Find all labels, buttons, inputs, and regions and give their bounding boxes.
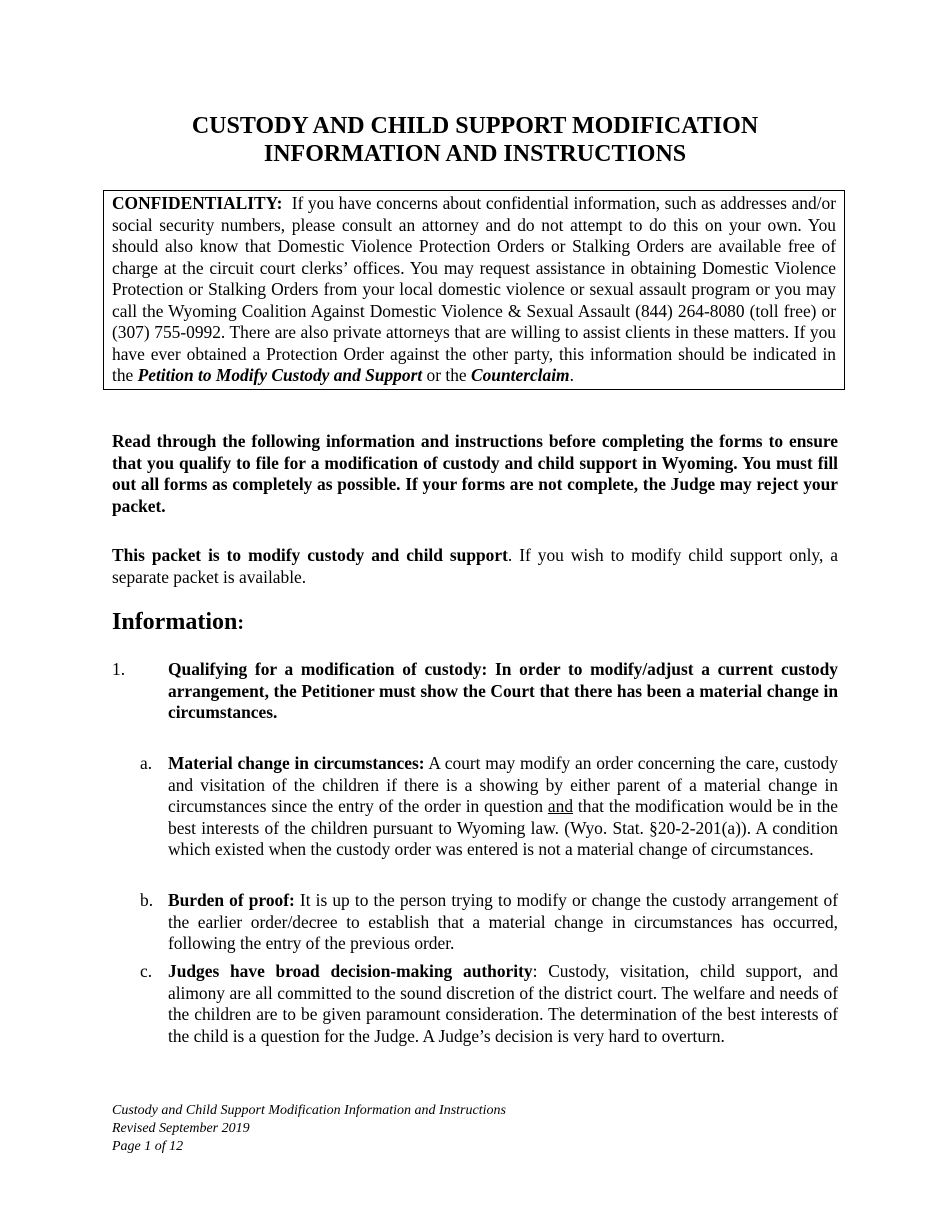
footer-revision: Revised September 2019: [112, 1121, 250, 1136]
subitem-c-letter: c.: [140, 961, 153, 981]
read-instructions: Read through the following information and instructions before completing the forms to ensure that you qualify to file for a modification of custody and child support in Wyoming. You must fill out all forms as completely as possible. If your forms are not complete, the Judge may reject your packet.: [112, 431, 838, 516]
subitem-c: [168, 961, 838, 1047]
subitem-c-text: : Custody, visitation, child support, and alimony are all committed to the sound discretion of the district court. The welfare and needs of the children are to be given paramount consideration. The determination of the best interests of the child is a question for the Judge. A Judge’s decision is very hard to overturn.: [168, 961, 838, 1046]
footer-page-number: Page 1 of 12: [112, 1139, 184, 1154]
subitem-b-label: Burden of proof:: [168, 890, 295, 910]
item-1-number: 1.: [112, 659, 126, 679]
subitem-b-text: It is up to the person trying to modify or change the custody arrangement of the earlier order/decree to establish that a material change in circumstances has occurred, following the entry of the previous order.: [168, 890, 838, 953]
subitem-a-text-1: A court may modify an order concerning the care, custody and visitation of the children if there is a showing by either parent of a material change in circumstances since the entry of the order in question: [168, 753, 839, 816]
information-heading-colon: :: [237, 612, 245, 634]
subitem-b-letter: b.: [140, 890, 154, 910]
information-heading-text: Information: [112, 609, 238, 635]
item-1-text: Qualifying for a modification of custody: In order to modify/adjust a current custody arrangement, the Petitioner must show the Court that there has been a material change in circumstances.: [168, 659, 838, 722]
packet-notice-rest: . If you wish to modify child support only, a separate packet is available.: [112, 545, 839, 587]
confidentiality-body: If you have concerns about confidential information, such as addresses and/or social security numbers, please consult an attorney and do not attempt to do this on your own. You should also know that Domestic Violence Protection Orders or Stalking Orders are available free of charge at the circuit court clerks’ offices. You may request assistance in obtaining Domestic Violence Protection or Stalking Orders from your local domestic violence or sexual assault program or you may call the Wyoming Coalition Against Domestic Violence & Sexual Assault (844) 264-8080 (toll free) or (307) 755-0992. There are also private attorneys that are willing to assist clients in these matters. If you have ever obtained a Protection Order against the other party, this information should be indicated in the: [112, 193, 836, 385]
packet-notice: [112, 545, 838, 588]
confidentiality-or: or the: [426, 365, 467, 385]
subitem-c-label: Judges have broad decision-making authority: [168, 961, 533, 981]
information-heading: [112, 609, 244, 636]
confidentiality-box: [103, 190, 845, 390]
subitem-b: [168, 890, 838, 955]
subitem-a-letter: a.: [140, 753, 153, 773]
document-title: [0, 112, 950, 168]
petition-form-name: Petition to Modify Custody and Support: [137, 365, 423, 385]
subitem-a-text-2: that the modification would be in the best interests of the children pursuant to Wyoming law. (Wyo. Stat. §20-2-201(a)). A condition which existed when the custody order was entered is not a material change of circumstances.: [168, 796, 838, 859]
title-line-2: INFORMATION AND INSTRUCTIONS: [263, 141, 687, 167]
confidentiality-end: .: [569, 365, 574, 385]
confidentiality-label: CONFIDENTIALITY:: [112, 193, 283, 213]
packet-notice-bold: This packet is to modify custody and child support: [112, 545, 508, 565]
counterclaim-form-name: Counterclaim: [471, 365, 570, 385]
subitem-a-underlined: and: [547, 796, 574, 816]
footer-document-name: Custody and Child Support Modification Information and Instructions: [112, 1103, 506, 1118]
subitem-a-label: Material change in circumstances:: [168, 753, 425, 773]
title-line-1: CUSTODY AND CHILD SUPPORT MODIFICATION: [191, 113, 759, 139]
page-footer: [112, 1102, 506, 1156]
subitem-a: [168, 753, 838, 861]
